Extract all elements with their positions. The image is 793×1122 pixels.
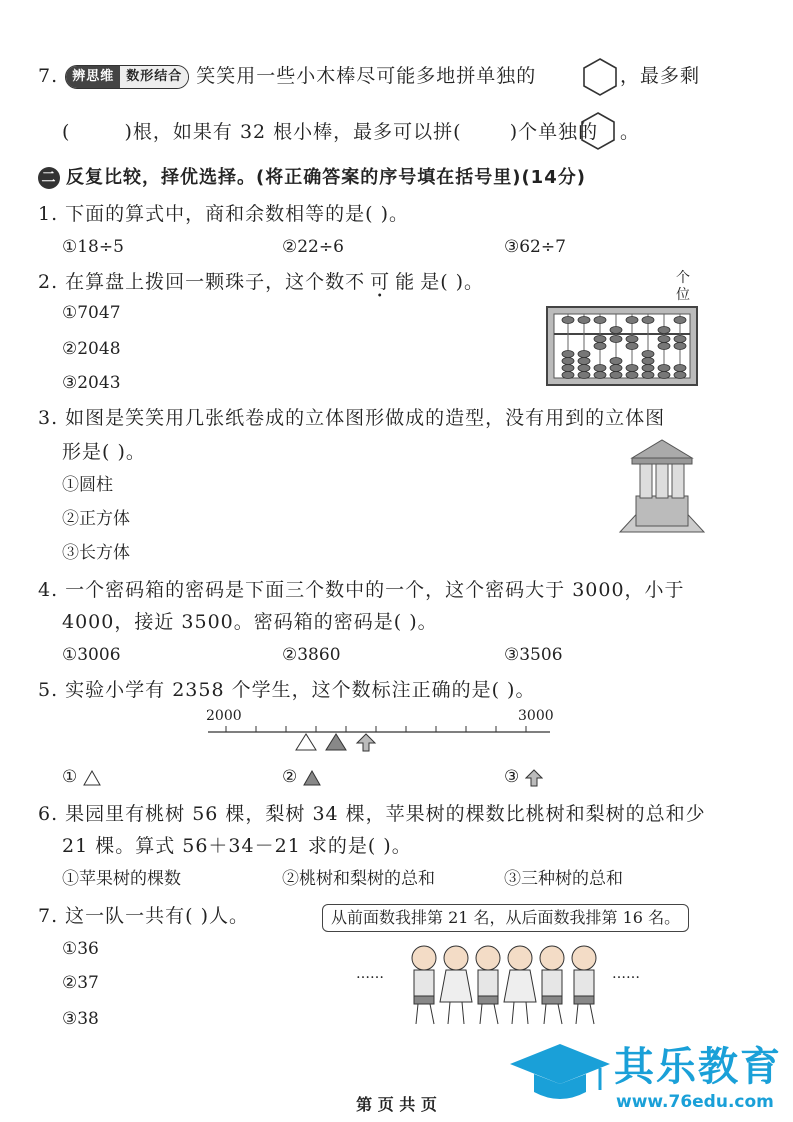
number-line — [206, 724, 554, 754]
logo-name: 其乐教育 — [614, 1044, 782, 1090]
q4-text-line1: 4. 一个密码箱的密码是下面三个数中的一个，这个密码大于 3000，小于 — [38, 579, 685, 601]
q2-text: 2. 在算盘上拨回一颗珠子，这个数不可能是( )。 — [38, 271, 485, 293]
q2-option-3[interactable]: ③2043 — [62, 373, 121, 393]
ones-place-label: 个位 — [676, 270, 690, 303]
section-title: 二 反复比较，择优选择。(将正确答案的序号填在括号里)(14分) — [38, 166, 586, 190]
hexagon-icon — [578, 110, 618, 150]
triangle-filled-icon — [303, 770, 321, 786]
arrow-marker — [357, 734, 375, 751]
q4-option-2[interactable]: ②3860 — [282, 645, 341, 665]
q7-line2-end: 。 — [620, 121, 641, 143]
q5-text: 5. 实验小学有 2358 个学生，这个数标注正确的是( )。 — [38, 679, 536, 701]
q7-option-3[interactable]: ③38 — [62, 1009, 99, 1029]
q3-option-1[interactable]: ①圆柱 — [62, 475, 113, 495]
page-footer: 第 页 共 页 — [356, 1095, 437, 1114]
q4-option-3[interactable]: ③3506 — [504, 645, 563, 665]
axis-label-left: 2000 — [206, 708, 242, 724]
logo-url: www.76edu.com — [616, 1092, 774, 1112]
axis-label-right: 3000 — [518, 708, 554, 724]
q6-option-3[interactable]: ③三种树的总和 — [504, 869, 623, 889]
q5-option-3[interactable]: ③ — [504, 766, 543, 788]
q7-tag: 辨思维 数形结合 — [65, 65, 189, 89]
ellipsis-left: …… — [356, 966, 384, 982]
q1-option-3[interactable]: ③62÷7 — [504, 237, 566, 257]
q6-option-2[interactable]: ②桃树和梨树的总和 — [282, 869, 435, 889]
q6-text-line1: 6. 果园里有桃树 56 棵，梨树 34 棵，苹果树的棵数比桃树和梨树的总和少 — [38, 803, 706, 825]
q3-option-2[interactable]: ②正方体 — [62, 509, 130, 529]
q7-line1-end: ，最多剩 — [620, 65, 701, 87]
children-queue-icon — [404, 936, 604, 1028]
q4-text-line2: 4000，接近 3500。密码箱的密码是( )。 — [62, 611, 438, 633]
q5-option-2[interactable]: ② — [282, 766, 321, 788]
triangle-filled-marker — [326, 734, 346, 750]
hexagon-icon — [580, 56, 620, 96]
q5-option-1[interactable]: ① — [62, 766, 101, 788]
q7-text: 7. 这一队一共有( )人。 — [38, 905, 250, 927]
ellipsis-right: …… — [612, 966, 640, 982]
q4-option-1[interactable]: ①3006 — [62, 645, 121, 665]
triangle-outline-marker — [296, 734, 316, 750]
q3-text-line2: 形是( )。 — [62, 441, 146, 463]
q3-option-3[interactable]: ③长方体 — [62, 543, 130, 563]
q1-option-2[interactable]: ②22÷6 — [282, 237, 344, 257]
q2-option-1[interactable]: ①7047 — [62, 303, 121, 323]
arrow-up-icon — [525, 769, 543, 787]
q3-text-line1: 3. 如图是笑笑用几张纸卷成的立体图形做成的造型，没有用到的立体图 — [38, 407, 666, 429]
triangle-outline-icon — [83, 770, 101, 786]
abacus-icon — [546, 306, 698, 386]
q7-option-2[interactable]: ②37 — [62, 973, 99, 993]
q6-option-1[interactable]: ①苹果树的棵数 — [62, 869, 181, 889]
q1-option-1[interactable]: ①18÷5 — [62, 237, 124, 257]
q1-text: 1. 下面的算式中，商和余数相等的是( )。 — [38, 203, 410, 225]
q2-option-2[interactable]: ②2048 — [62, 339, 121, 359]
q6-text-line2: 21 棵。算式 56＋34－21 求的是( )。 — [62, 835, 412, 857]
speech-bubble: 从前面数我排第 21 名，从后面数我排第 16 名。 — [322, 904, 689, 932]
q7-line1: 7. 辨思维 数形结合 笑笑用一些小木棒尽可能多地拼单独的 — [38, 65, 537, 87]
q7-line2: ( )根，如果有 32 根小棒，最多可以拼( )个单独的 — [62, 121, 599, 143]
q7-option-1[interactable]: ①36 — [62, 939, 99, 959]
paper-model-icon — [614, 436, 710, 536]
